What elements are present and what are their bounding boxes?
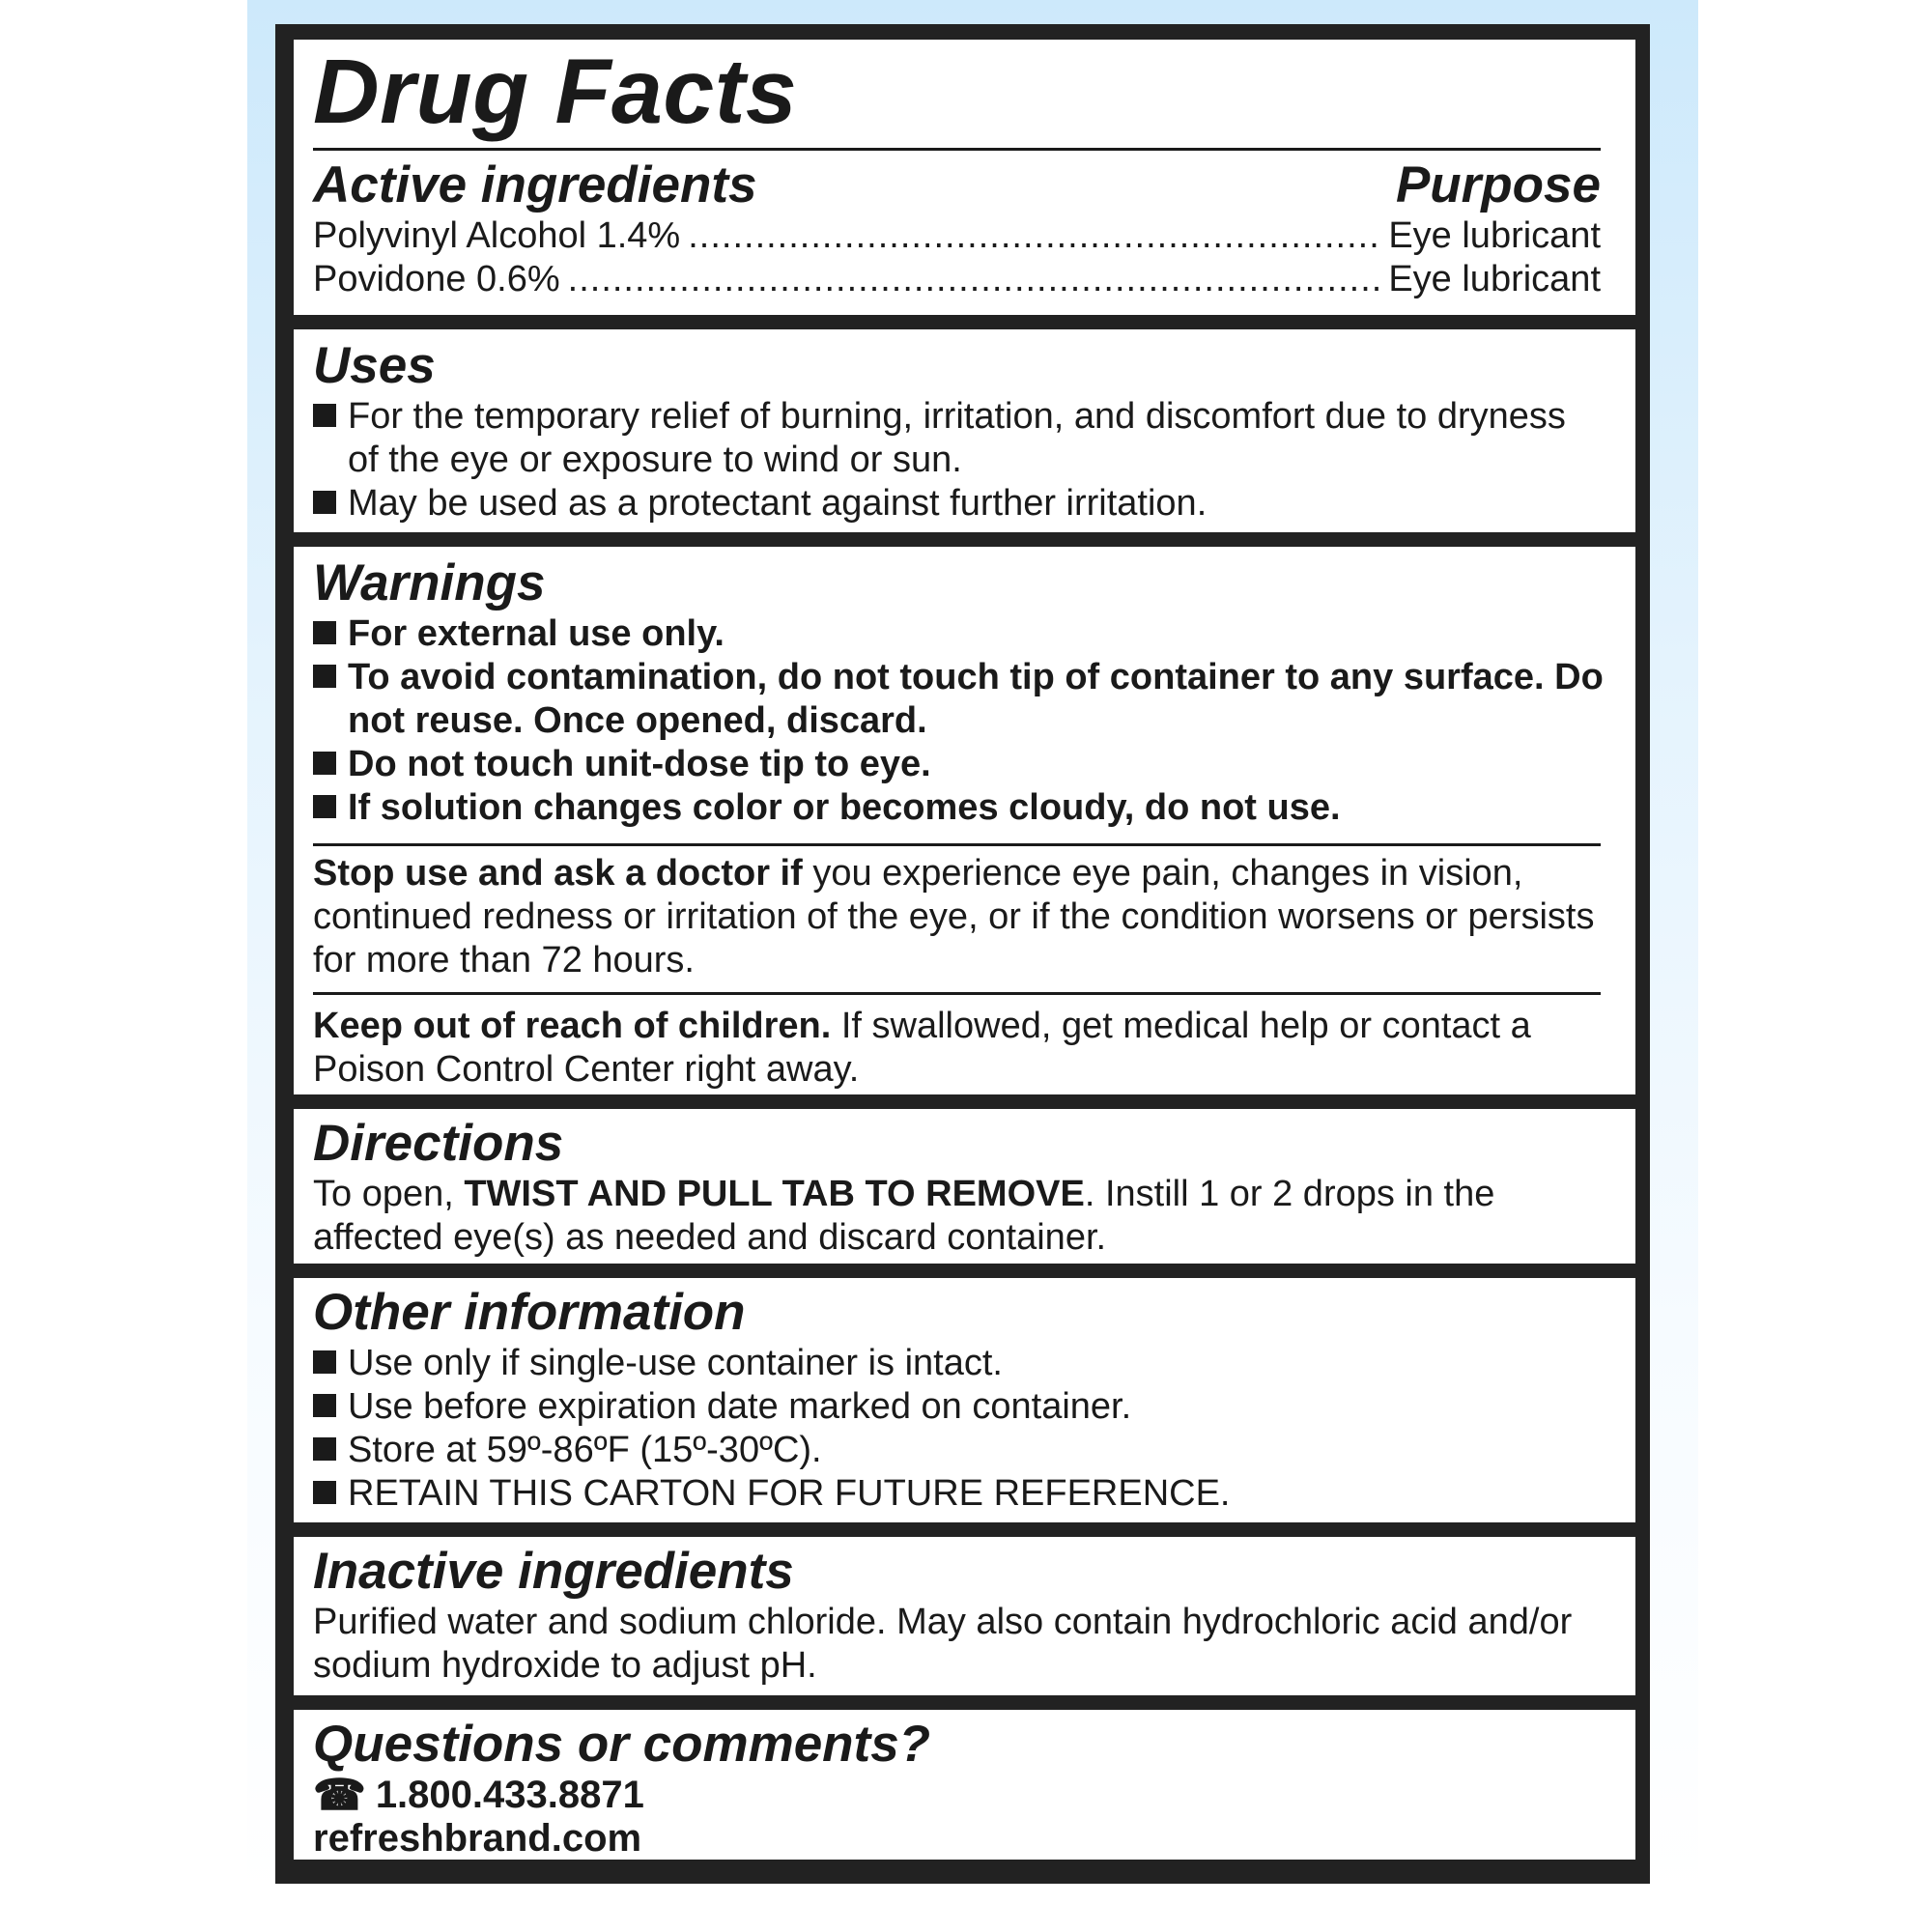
bullet-square-icon	[313, 795, 336, 818]
active-ingredient-row	[313, 214, 1601, 258]
ingredient-name: Povidone 0.6%	[313, 259, 560, 299]
list-item: Use only if single-use container is intact.	[313, 1342, 1601, 1385]
list-item: RETAIN THIS CARTON FOR FUTURE REFERENCE.	[313, 1472, 1601, 1516]
dot-leader	[688, 214, 1380, 258]
warnings-heading: Warnings	[313, 554, 546, 611]
other-information-heading: Other information	[313, 1284, 746, 1341]
active-ingredients-header	[313, 151, 1601, 214]
list-item: If solution changes color or becomes cloudy, do not use.	[313, 786, 1601, 830]
ingredient-purpose: Eye lubricant	[1388, 259, 1601, 299]
uses-heading: Uses	[313, 337, 436, 394]
drug-facts-label	[275, 24, 1650, 1884]
warnings-box	[294, 547, 1635, 1094]
list-item: Store at 59º-86ºF (15º-30ºC).	[313, 1429, 1601, 1472]
bullet-square-icon	[313, 1481, 336, 1504]
purpose-heading: Purpose	[1395, 156, 1601, 213]
active-ingredients-box	[294, 40, 1635, 315]
ingredient-name: Polyvinyl Alcohol 1.4%	[313, 215, 681, 256]
list-item: Do not touch unit-dose tip to eye.	[313, 743, 1601, 786]
bullet-square-icon	[313, 404, 336, 427]
inactive-ingredients-heading: Inactive ingredients	[313, 1543, 794, 1600]
bullet-square-icon	[313, 621, 336, 644]
phone-row	[313, 1774, 1601, 1817]
phone-number[interactable]: 1.800.433.8871	[375, 1774, 644, 1816]
keep-out-paragraph: Keep out of reach of children. If swallowed, get medical help or contact a Poison Control Center right away.	[313, 1006, 1531, 1090]
uses-box	[294, 329, 1635, 532]
bullet-square-icon	[313, 491, 336, 514]
other-information-box	[294, 1278, 1635, 1522]
phone-icon: ☎	[313, 1772, 366, 1819]
stop-use-paragraph: Stop use and ask a doctor if you experience eye pain, changes in vision, continued redness or irritation of the eye, or if the condition worsens or persists for more than 72 hours.	[313, 853, 1595, 980]
questions-box	[294, 1710, 1635, 1860]
list-item: To avoid contamination, do not touch tip of container to any surface. Do not reuse. Once opened, discard.	[313, 656, 1630, 743]
questions-heading: Questions or comments?	[313, 1716, 931, 1773]
drug-facts-title: Drug Facts	[313, 41, 798, 143]
dot-leader	[568, 258, 1381, 301]
bullet-square-icon	[313, 752, 336, 775]
bullet-square-icon	[313, 1437, 336, 1461]
bullet-square-icon	[313, 665, 336, 688]
inactive-ingredients-box	[294, 1537, 1635, 1695]
active-ingredients-heading: Active ingredients	[313, 156, 757, 213]
directions-box	[294, 1109, 1635, 1264]
list-item: For the temporary relief of burning, irritation, and discomfort due to dryness of the eye or exposure to wind or sun.	[313, 395, 1601, 482]
directions-heading: Directions	[313, 1115, 564, 1172]
inactive-ingredients-text: Purified water and sodium chloride. May also contain hydrochloric acid and/or sodium hydroxide to adjust pH.	[313, 1602, 1573, 1686]
active-ingredient-row	[313, 258, 1601, 301]
website-link[interactable]: refreshbrand.com	[313, 1817, 642, 1860]
ingredient-purpose: Eye lubricant	[1388, 215, 1601, 256]
directions-text: To open, TWIST AND PULL TAB TO REMOVE. Instill 1 or 2 drops in the affected eye(s) as needed and discard container.	[313, 1174, 1495, 1258]
list-item: May be used as a protectant against further irritation.	[313, 482, 1601, 526]
bullet-square-icon	[313, 1394, 336, 1417]
list-item: For external use only.	[313, 612, 1601, 656]
list-item: Use before expiration date marked on container.	[313, 1385, 1601, 1429]
bullet-square-icon	[313, 1350, 336, 1374]
